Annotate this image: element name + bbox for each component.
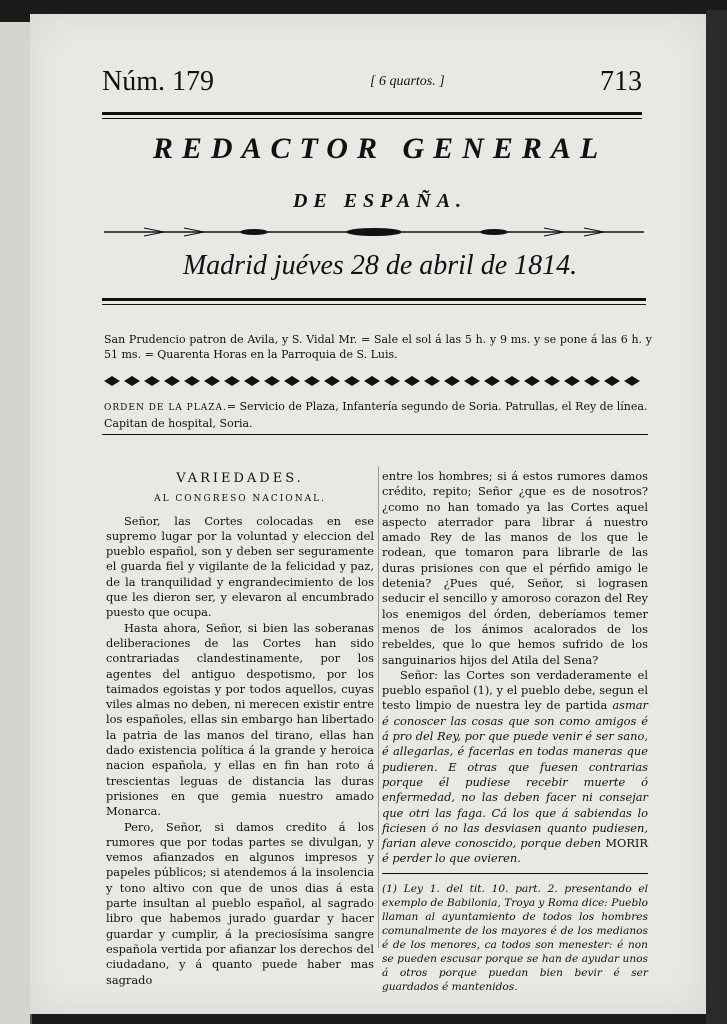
header-rule-top (102, 112, 642, 115)
orden-de-la-plaza (104, 399, 652, 431)
left-column (106, 469, 374, 988)
issue-number: Núm. 179 (102, 66, 214, 97)
newspaper-page (30, 14, 706, 1014)
masthead-title: REDACTOR GENERAL (152, 132, 608, 165)
ornament-divider-icon (104, 226, 644, 238)
scan-background (706, 10, 727, 1024)
issue-date: Madrid juéves 28 de abril de 1814. (182, 250, 578, 281)
issue-price: [ 6 quartos. ] (370, 74, 445, 89)
paragraph-law-quote (382, 668, 648, 867)
section-rule (102, 434, 648, 435)
section-title: VARIEDADES. (176, 471, 304, 486)
ornament-chain-icon (104, 375, 652, 387)
paragraph: Hasta ahora, Señor, si bien las soberanas deliberaciones de las Cortes han sido contrariadas clandestinamente, por los agentes del antiguo despotismo, por los taimados egoistas y por todos aquellos, cuyas viles almas no deben, ni merecen existir entre los españoles, ellas sin embargo han libertado la patria de las manos del tirano, ellas han dado existencia política á la grande y heroica nacion española, y ellas en fin han roto á trescientas leguas de distancia las duras prisiones en que gemia nuestro amado Monarca. (106, 620, 374, 819)
masthead-subtitle: DE ESPAÑA. (292, 190, 468, 212)
right-column (382, 469, 648, 994)
orden-text: = Servicio de Plaza, Infantería segundo de Soria. Patrullas, el Rey de línea. Capitan de hospital, Soria. (104, 400, 648, 430)
column-divider (378, 466, 379, 948)
footnote: (1) Ley 1. del tit. 10. part. 2. presentando el exemplo de Babilonia, Troya y Roma dice: Pueblo llaman al ayuntamiento de todos los hombres comunalmente de los mayores é de los medianos é de los menores, ca todos son menester: é non se pueden escusar porque se han de ayudar unos á otros porque puedan bien bevir é ser guardados é mantenidos. (382, 882, 648, 993)
law-emphasis: MORIR (605, 836, 648, 851)
law-quote-end: é perder lo que ovieren. (382, 851, 521, 866)
law-intro: Señor: las Cortes son verdaderamente el pueblo español (1), y el pueblo debe, segun el testo limpio de nuestra ley de partida (382, 667, 648, 713)
paragraph: Pero, Señor, si damos credito á los rumores que por todas partes se divulgan, y vemos afianzados en algunos impresos y papeles públicos; si atendemos á la insolencia y tono altivo con que de unos dias á esta parte insultan al pueblo español, al sagrado libro que habemos jurado guardar y hacer guardar y cumplir, á la preciosísima sangre española vertida por afianzar los derechos del ciudadano, y á quanto puede haber mas sagrado (106, 819, 374, 987)
law-quote: asmar é conoscer las cosas que son como amigos é á pro del Rey, por que puede venir é ser sano, é allegarlas, é facerlas en todas maneras que pudieren. E otras que fuesen contrarias porque él pudiese recebir muerte ó enfermedad, no las deben facer ni consejar que otri las faga. Cá los que á sabiendas lo ficiesen ó no las desviasen quanto pudiesen, farian aleve conoscido, porque deben (382, 698, 648, 851)
orden-label: ORDEN DE LA PLAZA. (104, 403, 227, 413)
saints-and-sun-notice: San Prudencio patron de Avila, y S. Vidal Mr. = Sale el sol á las 5 h. y 9 ms. y se pone á las 6 h. y 51 ms. = Quarenta Horas en la Parroquia de S. Luis. (104, 333, 652, 361)
paragraph: entre los hombres; si á estos rumores damos crédito, repito; Señor ¿que es de nosotros? ¿como no han tomado ya las Cortes aquel aspecto aterrador para librar á nuestro amado Rey de las manos de los que le rodean, que tomaron para librarle de las duras prisiones con que el pérfido amigo le detenia? ¿Pues qué, Señor, si lograsen seducir el sencillo y amoroso corazon del Rey los enemigos del órden, deberíamos temer menos de los ánimos acalorados de los rebeldes, que lo que hemos sufrido de los sanguinarios hijos del Atila del Sena? (382, 469, 648, 667)
paragraph: Señor, las Cortes colocadas en ese supremo lugar por la voluntad y eleccion del pueblo español, son y deben ser seguramente el guarda fiel y vigilante de la felicidad y paz, de la tranquilidad y engrandecimiento de los que les dieron ser, y elevaron al encumbrado puesto que ocupa. (106, 513, 374, 620)
left-page-edge (0, 22, 32, 1024)
date-rule-thin (102, 304, 646, 305)
date-rule (102, 298, 646, 301)
page-number: 713 (600, 66, 642, 97)
article-heading: AL CONGRESO NACIONAL. (154, 494, 326, 505)
header-rule-top-thin (102, 118, 642, 119)
footnote-rule (382, 873, 648, 874)
